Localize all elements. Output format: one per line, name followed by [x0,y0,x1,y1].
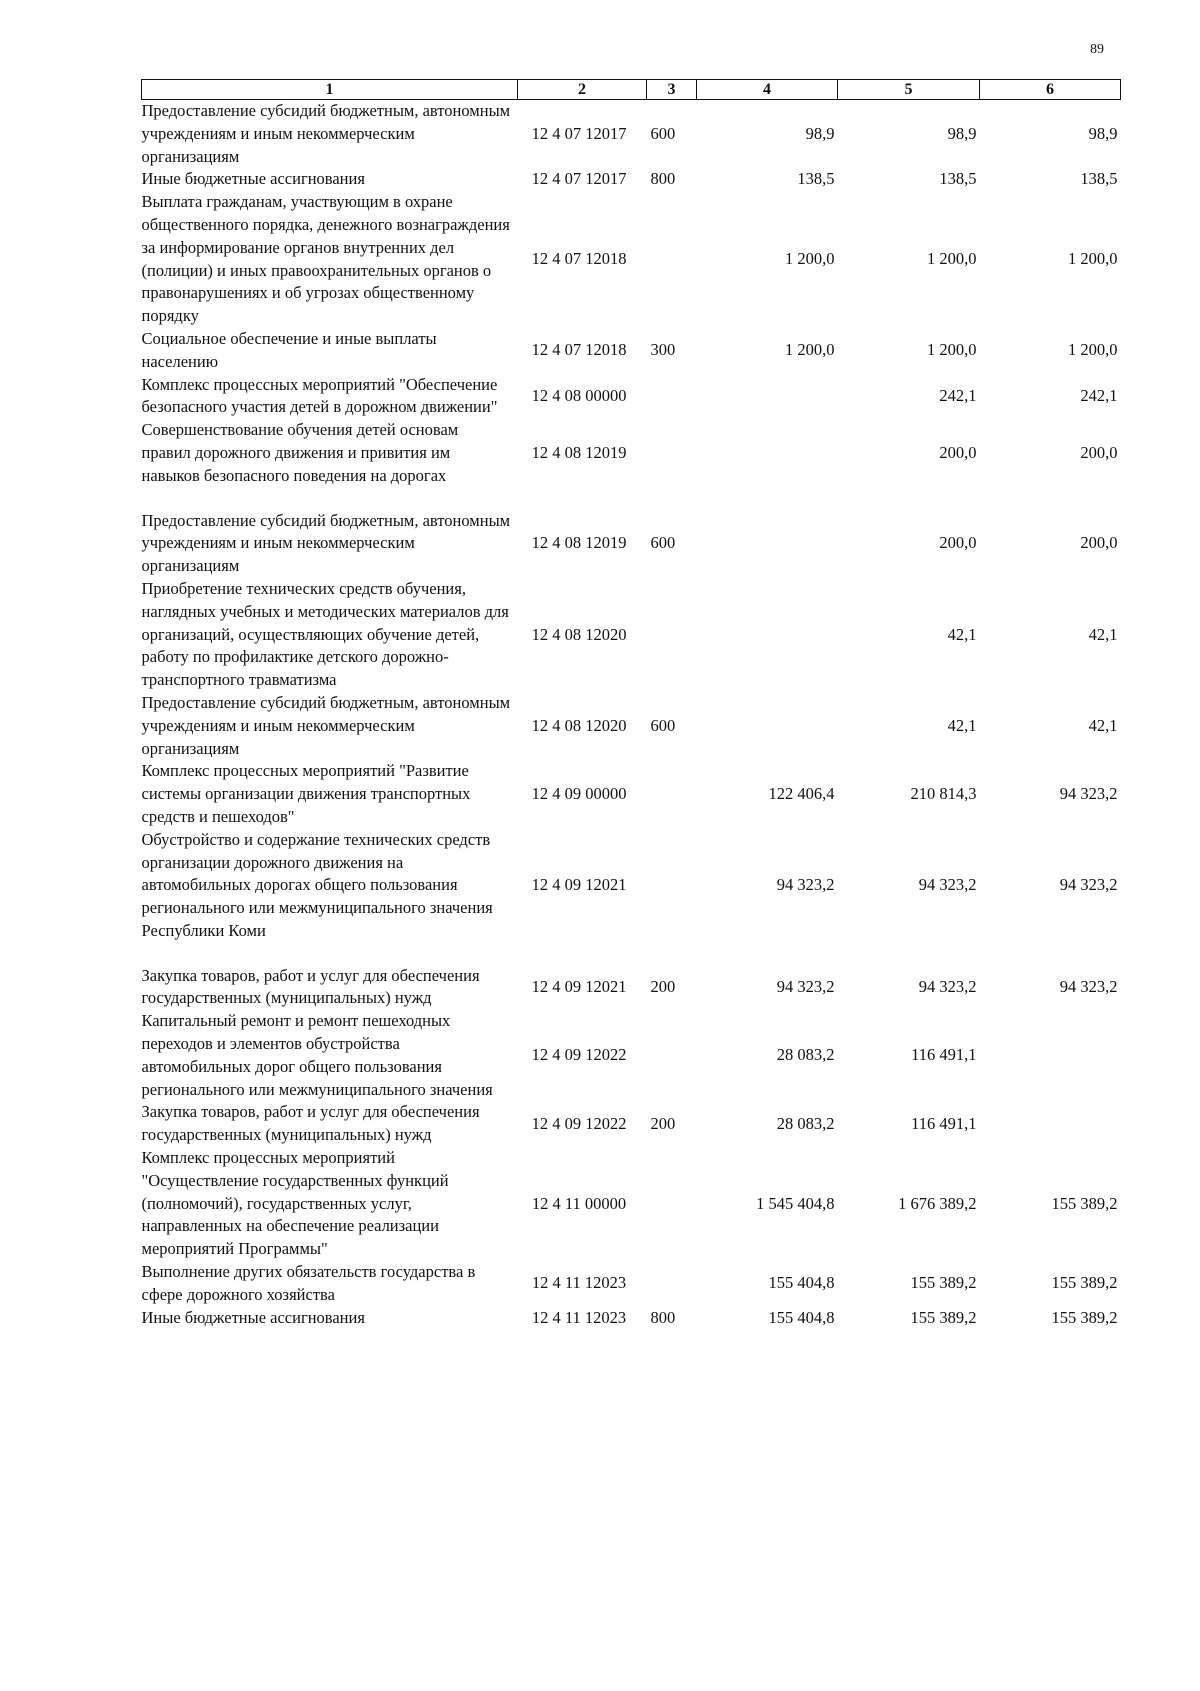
row-code: 12 4 09 00000 [531,784,627,804]
header-col-5: 5 [838,80,980,100]
row-value-col6: 94 323,2 [1059,875,1118,895]
row-expense-type [647,1010,697,1101]
row-value-col5: 42,1 [947,715,977,735]
row-value-col6: 138,5 [1080,169,1118,189]
table-row [142,1101,1121,1147]
table-row [142,510,1121,578]
row-expense-type [647,578,697,692]
row-expense-type: 200 [650,977,676,997]
row-expense-type: 200 [650,1113,676,1133]
row-value-col4: 94 323,2 [776,977,835,997]
row-value-col6 [980,1010,1121,1101]
header-col-4: 4 [697,80,838,100]
table-row [142,1261,1121,1307]
row-value-col4: 1 545 404,8 [756,1193,835,1213]
row-name: Закупка товаров, работ и услуг для обеспечения государственных (муниципальных) нужд [141,965,480,1008]
row-expense-type: 600 [650,123,676,143]
row-value-col6: 242,1 [1080,385,1118,405]
row-value-col4 [697,510,838,578]
row-expense-type [647,1147,697,1261]
row-value-col4: 122 406,4 [768,784,835,804]
row-code: 12 4 07 12017 [531,169,627,189]
row-code: 12 4 09 12021 [531,977,627,997]
row-expense-type: 600 [650,715,676,735]
row-value-col4 [697,374,838,420]
row-name: Социальное обеспечение и иные выплаты населению [141,328,437,371]
row-code: 12 4 08 12019 [531,442,627,462]
row-value-col6: 155 389,2 [1051,1273,1118,1293]
row-value-col5: 200,0 [939,533,977,553]
row-code: 12 4 09 12022 [531,1113,627,1133]
row-value-col4: 28 083,2 [776,1113,835,1133]
row-value-col4: 1 200,0 [785,340,835,360]
row-name: Обустройство и содержание технических средств организации дорожного движения на автомобильных дорогах общего пользования регионального или межмуниципального значения Республики Коми [141,829,493,940]
row-value-col4: 98,9 [805,123,835,143]
row-value-col4 [697,419,838,509]
row-value-col4: 1 200,0 [785,249,835,269]
row-value-col5: 242,1 [939,385,977,405]
row-name: Комплекс процессных мероприятий "Развитие системы организации движения транспортных средств и пешеходов" [141,761,471,826]
row-code: 12 4 07 12018 [531,340,627,360]
header-col-6: 6 [980,80,1121,100]
header-col-2: 2 [518,80,647,100]
row-value-col5: 200,0 [939,442,977,462]
row-value-col5: 1 676 389,2 [898,1193,977,1213]
row-code: 12 4 11 12023 [531,1307,627,1327]
row-name: Выполнение других обязательств государства в сфере дорожного хозяйства [141,1262,476,1304]
row-value-col5: 155 389,2 [910,1273,977,1293]
row-value-col6: 98,9 [1088,123,1118,143]
row-value-col6: 1 200,0 [1068,340,1118,360]
table-row [142,1307,1121,1330]
table-row [142,1010,1121,1101]
budget-table [141,79,1121,1329]
table-row [142,328,1121,374]
row-name: Предоставление субсидий бюджетным, автономным учреждениям и иным некоммерческим организациям [141,692,511,758]
row-code: 12 4 09 12022 [531,1045,627,1065]
header-col-3: 3 [647,80,697,100]
row-value-col6: 94 323,2 [1059,784,1118,804]
row-value-col4 [697,692,838,760]
row-name: Приобретение технических средств обучения, наглядных учебных и методических материалов для организаций, осуществляющих обучение детей, работу по профилактике детского дорожно-транспортного травматизма [141,578,509,690]
page-number: 89 [1090,42,1104,57]
row-value-col6 [980,1101,1121,1147]
row-code: 12 4 08 12020 [531,715,627,735]
row-name: Выплата гражданам, участвующим в охране общественного порядка, денежного вознаграждения за информирование органов внутренних дел (полиции) и иных правоохранительных органов о правонарушениях и об угрозах общественному порядку [141,192,510,326]
row-value-col5: 94 323,2 [918,875,977,895]
row-expense-type [647,191,697,328]
row-value-col5: 116 491,1 [911,1045,977,1065]
row-expense-type [647,760,697,828]
table-row [142,829,1121,965]
row-value-col4: 28 083,2 [776,1045,835,1065]
row-value-col5: 98,9 [947,123,977,143]
row-value-col4: 94 323,2 [776,875,835,895]
row-value-col4: 155 404,8 [768,1307,835,1327]
row-code: 12 4 09 12021 [531,875,627,895]
row-value-col5: 1 200,0 [927,249,977,269]
row-name: Иные бюджетные ассигнования [141,169,365,189]
row-value-col5: 210 814,3 [910,784,977,804]
row-expense-type [647,419,697,509]
row-name: Капитальный ремонт и ремонт пешеходных переходов и элементов обустройства автомобильных дорог общего пользования регионального или межмуниципального значения [141,1011,493,1099]
row-value-col6: 94 323,2 [1059,977,1118,997]
row-value-col6: 42,1 [1088,715,1118,735]
row-value-col5: 155 389,2 [910,1307,977,1327]
row-expense-type: 600 [650,533,676,553]
table-row [142,965,1121,1011]
row-code: 12 4 11 00000 [531,1193,627,1213]
header-col-1: 1 [142,80,518,100]
row-expense-type: 800 [650,1307,676,1327]
row-value-col5: 1 200,0 [927,340,977,360]
row-value-col6: 200,0 [1080,533,1118,553]
row-expense-type: 800 [650,169,676,189]
header-row [142,80,1121,100]
row-name: Комплекс процессных мероприятий "Осуществление государственных функций (полномочий), государственных услуг, направленных на обеспечение реализации мероприятий Программы" [141,1148,449,1259]
table-row [142,100,1121,169]
row-value-col6: 1 200,0 [1068,249,1118,269]
row-value-col6: 200,0 [1080,442,1118,462]
row-code: 12 4 11 12023 [531,1273,627,1293]
row-value-col4: 155 404,8 [768,1273,835,1293]
table-row [142,191,1121,328]
table-row [142,168,1121,191]
row-code: 12 4 08 00000 [531,385,627,405]
row-value-col5: 116 491,1 [911,1113,977,1133]
row-name: Закупка товаров, работ и услуг для обеспечения государственных (муниципальных) нужд [141,1102,480,1145]
table-row [142,374,1121,420]
row-code: 12 4 08 12020 [531,624,627,644]
table-row [142,1147,1121,1261]
row-expense-type [647,1261,697,1307]
table-header [142,80,1121,100]
row-expense-type: 300 [650,340,676,360]
table-row [142,419,1121,509]
row-code: 12 4 07 12017 [531,123,627,143]
row-name: Предоставление субсидий бюджетным, автономным учреждениям и иным некоммерческим организациям [141,101,511,166]
row-value-col4: 138,5 [797,169,835,189]
row-expense-type [647,829,697,965]
row-name: Иные бюджетные ассигнования [141,1307,365,1327]
row-value-col5: 138,5 [939,169,977,189]
row-value-col4 [697,578,838,692]
table-row [142,692,1121,760]
row-expense-type [647,374,697,420]
row-code: 12 4 07 12018 [531,249,627,269]
row-value-col6: 155 389,2 [1051,1307,1118,1327]
row-name: Совершенствование обучения детей основам правил дорожного движения и привития им навыков безопасного поведения на дорогах [141,420,459,485]
table-row [142,578,1121,692]
row-value-col5: 94 323,2 [918,977,977,997]
row-value-col5: 42,1 [947,624,977,644]
row-name: Комплекс процессных мероприятий "Обеспечение безопасного участия детей в дорожном движении" [141,374,498,417]
row-code: 12 4 08 12019 [531,533,627,553]
row-name: Предоставление субсидий бюджетным, автономным учреждениям и иным некоммерческим организациям [141,510,511,576]
row-value-col6: 42,1 [1088,624,1118,644]
row-value-col6: 155 389,2 [1051,1193,1118,1213]
table-row [142,760,1121,828]
table-body [142,100,1121,1330]
